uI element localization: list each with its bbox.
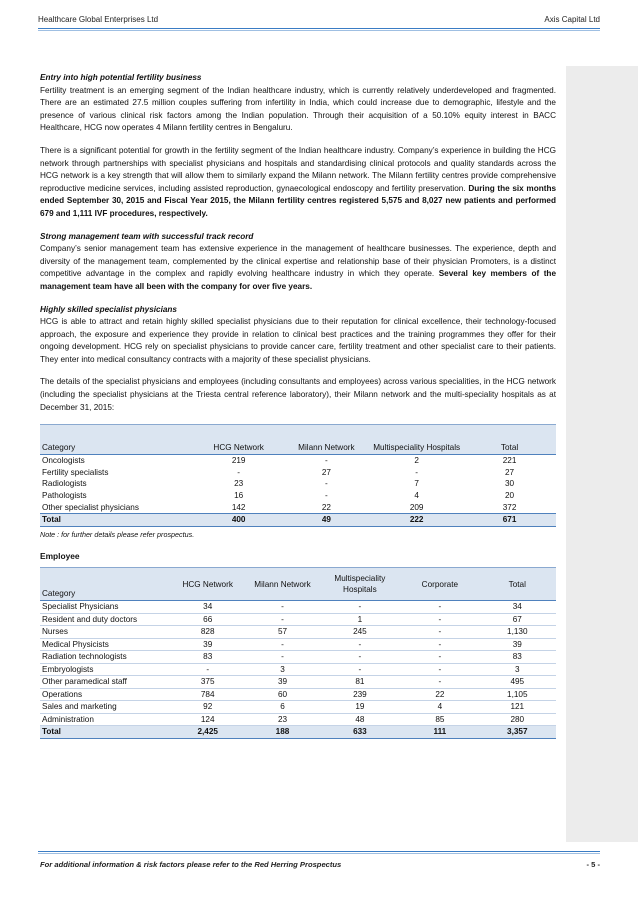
table2-cell: - bbox=[246, 651, 318, 664]
table2-row-label: Specialist Physicians bbox=[40, 601, 169, 614]
table1-cell: 20 bbox=[505, 491, 515, 501]
table1-total-hcg: 400 bbox=[195, 514, 283, 527]
header-rule-secondary bbox=[38, 30, 600, 31]
table1-row-label: Pathologists bbox=[42, 491, 87, 501]
table2-cell: 828 bbox=[169, 626, 246, 639]
fertility-p2-text: There is a significant potential for growth in the fertility segment of the Indian healthcare industry. Company’s experience in building the HCG network through partnerships with specialist physicians and hospitals and standardising clinical protocols and quality standards across the HCG network is a key strength that will allow them to similarly expand the Milann network. The Milann fertility centres provide comprehensive reproductive medicine services, including assisted reproduction, gynaecological endoscopy and fertility preservation. bbox=[40, 145, 556, 193]
table1-note: Note : for further details please refer prospectus. bbox=[40, 529, 195, 539]
table1-total-label: Total bbox=[40, 514, 195, 527]
table2-cell: - bbox=[401, 663, 478, 676]
table1-cell: - bbox=[415, 467, 419, 477]
table2-row-label: Embryologists bbox=[40, 663, 169, 676]
table1-cell: 23 bbox=[234, 479, 244, 489]
table1-header-hcg: HCG Network bbox=[195, 425, 283, 455]
table1-cell: 27 bbox=[321, 467, 331, 477]
employee-table-title: Employee bbox=[40, 551, 80, 562]
table2-cell: 85 bbox=[401, 713, 478, 726]
table2-cell: 1,105 bbox=[479, 688, 556, 701]
table1-cell: 22 bbox=[321, 502, 331, 512]
table2-header-milann: Milann Network bbox=[246, 568, 318, 601]
table2-cell: 81 bbox=[319, 676, 402, 689]
table1-row bbox=[40, 478, 556, 490]
table2-row-label: Medical Physicists bbox=[40, 638, 169, 651]
table2-row bbox=[40, 638, 556, 651]
table2-cell: - bbox=[319, 651, 402, 664]
table2-total-hcg: 2,425 bbox=[169, 726, 246, 739]
table1-total-multispeciality: 222 bbox=[370, 514, 463, 527]
table1-cell: - bbox=[325, 479, 328, 489]
table2-cell: 784 bbox=[169, 688, 246, 701]
table1-cell: 142 bbox=[231, 502, 246, 512]
table2-row bbox=[40, 613, 556, 626]
header-company: Healthcare Global Enterprises Ltd bbox=[38, 15, 159, 24]
table2-row bbox=[40, 713, 556, 726]
table2-header-category: Category bbox=[40, 568, 169, 601]
table1-cell: 2 bbox=[414, 456, 419, 466]
table1-total-total: 671 bbox=[463, 514, 556, 527]
table2-cell: - bbox=[246, 613, 318, 626]
footer-rule-secondary bbox=[38, 853, 600, 854]
table2-cell: 23 bbox=[246, 713, 318, 726]
table2-cell: - bbox=[246, 638, 318, 651]
table1-row-label: Fertility specialists bbox=[42, 467, 109, 477]
table1-header-milann: Milann Network bbox=[283, 425, 371, 455]
table2-cell: 1,130 bbox=[479, 626, 556, 639]
table1-header-multispeciality: Multispeciality Hospitals bbox=[370, 425, 463, 455]
table2-cell: 19 bbox=[319, 701, 402, 714]
table1-total-row bbox=[40, 514, 556, 527]
side-panel bbox=[566, 66, 638, 842]
table1-cell: 30 bbox=[505, 479, 515, 489]
table2-total-milann: 188 bbox=[246, 726, 318, 739]
management-p1-text: Company’s senior management team has extensive experience in the management of healthcare businesses. The experience, depth and diversity of the management team, complemented by the clinical expertise and relationship base of their physician Promoters, is a distinct competitive advantage in the complex and rapidly evolving healthcare industry in which they operate. bbox=[40, 244, 556, 279]
table2-cell: - bbox=[401, 638, 478, 651]
table2-header-multispeciality: Multispeciality Hospitals bbox=[319, 568, 402, 601]
table1-row bbox=[40, 490, 556, 502]
table2-row-label: Administration bbox=[40, 713, 169, 726]
table1-cell: 221 bbox=[502, 456, 517, 466]
table2-cell: 92 bbox=[169, 701, 246, 714]
table2-cell: - bbox=[319, 663, 402, 676]
main-content bbox=[40, 72, 556, 739]
table2-cell: 48 bbox=[319, 713, 402, 726]
table2-cell: 6 bbox=[246, 701, 318, 714]
table2-cell: 39 bbox=[169, 638, 246, 651]
table2-cell: 3 bbox=[246, 663, 318, 676]
table1-cell: 16 bbox=[234, 491, 244, 501]
fertility-p2-bold: During the six months ended September 30, 2015 and Fiscal Year 2015, the Milann fertility centres registered 5,575 and 8,027 new patients and performed 679 and 1,111 IVF procedures, respectively. bbox=[40, 183, 556, 218]
table1-cell: 4 bbox=[414, 491, 419, 501]
table2-header-corporate: Corporate bbox=[401, 568, 478, 601]
table2-cell: 22 bbox=[401, 688, 478, 701]
table2-row-label: Operations bbox=[40, 688, 169, 701]
section-title-physicians: Highly skilled specialist physicians bbox=[40, 304, 177, 314]
table2-cell: 121 bbox=[479, 701, 556, 714]
table1-row-label: Oncologists bbox=[42, 456, 85, 466]
table2-cell: 245 bbox=[319, 626, 402, 639]
table2-cell: - bbox=[401, 651, 478, 664]
table2-header-row bbox=[40, 568, 556, 601]
table2-cell: 66 bbox=[169, 613, 246, 626]
table1-cell: 372 bbox=[502, 502, 517, 512]
specialist-physicians-table bbox=[40, 424, 556, 527]
table1-cell: 209 bbox=[409, 502, 424, 512]
table2-cell: 83 bbox=[169, 651, 246, 664]
table1-cell: - bbox=[325, 456, 328, 466]
table1-row-label: Radiologists bbox=[42, 479, 87, 489]
table2-cell: 239 bbox=[319, 688, 402, 701]
table2-cell: 57 bbox=[246, 626, 318, 639]
table2-cell: 4 bbox=[401, 701, 478, 714]
table2-row bbox=[40, 626, 556, 639]
table2-cell: 39 bbox=[246, 676, 318, 689]
table2-total-total: 3,357 bbox=[479, 726, 556, 739]
table2-row-label: Sales and marketing bbox=[40, 701, 169, 714]
table1-row bbox=[40, 502, 556, 514]
physicians-paragraph-2: The details of the specialist physicians and employees (including consultants and employees) across various specialities, in the HCG network (including the specialist physicians at the Triesta central reference laboratory), their Milann network and the multi-speciality hospitals as at December 31, 2015: bbox=[40, 377, 556, 412]
table1-row bbox=[40, 467, 556, 479]
table2-cell: 39 bbox=[479, 638, 556, 651]
table2-cell: 124 bbox=[169, 713, 246, 726]
table2-body bbox=[40, 601, 556, 726]
table2-cell: - bbox=[319, 601, 402, 614]
table2-cell: 83 bbox=[479, 651, 556, 664]
table2-cell: 375 bbox=[169, 676, 246, 689]
table2-cell: - bbox=[246, 601, 318, 614]
table2-cell: 280 bbox=[479, 713, 556, 726]
table2-cell: - bbox=[169, 663, 246, 676]
fertility-paragraph-2 bbox=[40, 145, 556, 221]
header-rule bbox=[38, 28, 600, 29]
table2-cell: 60 bbox=[246, 688, 318, 701]
table2-row bbox=[40, 651, 556, 664]
page-number: - 5 - bbox=[586, 860, 600, 869]
table2-cell: - bbox=[401, 601, 478, 614]
table1-cell: 27 bbox=[505, 467, 515, 477]
table1-row-label: Other specialist physicians bbox=[42, 502, 139, 512]
table2-row bbox=[40, 688, 556, 701]
table2-row-label: Nurses bbox=[40, 626, 169, 639]
section-title-management: Strong management team with successful track record bbox=[40, 231, 254, 241]
table1-cell: 7 bbox=[414, 479, 419, 489]
table2-cell: 34 bbox=[479, 601, 556, 614]
employee-table bbox=[40, 567, 556, 739]
table1-total-milann: 49 bbox=[283, 514, 371, 527]
table2-row bbox=[40, 676, 556, 689]
table2-total-multispeciality: 633 bbox=[319, 726, 402, 739]
physicians-paragraph-1: HCG is able to attract and retain highly skilled specialist physicians due to their reputation for clinical excellence, their technology-focused approach, the exposure and experience they provide in relation to clinical best practices and the training programmes they offer for their ongoing development. HCG rely on specialist physicians to provide cancer care, fertility treatment and other specialist care to their patients. They enter into medical consultancy contracts with a majority of these specialist physicians. bbox=[40, 317, 556, 364]
table2-header-total: Total bbox=[479, 568, 556, 601]
table2-cell: 495 bbox=[479, 676, 556, 689]
table2-row bbox=[40, 663, 556, 676]
table2-cell: 3 bbox=[479, 663, 556, 676]
section-title-fertility: Entry into high potential fertility business bbox=[40, 73, 202, 82]
table2-cell: 1 bbox=[319, 613, 402, 626]
table2-cell: - bbox=[401, 676, 478, 689]
table2-row-label: Radiation technologists bbox=[40, 651, 169, 664]
table2-row bbox=[40, 601, 556, 614]
table1-header-row bbox=[40, 425, 556, 455]
table1-cell: - bbox=[237, 467, 241, 477]
table1-cell: 219 bbox=[231, 456, 246, 466]
table2-cell: - bbox=[401, 626, 478, 639]
header-broker: Axis Capital Ltd bbox=[544, 15, 600, 24]
table2-total-row bbox=[40, 726, 556, 739]
table2-total-label: Total bbox=[40, 726, 169, 739]
table2-cell: - bbox=[319, 638, 402, 651]
table2-cell: 34 bbox=[169, 601, 246, 614]
table1-body bbox=[40, 455, 556, 514]
fertility-paragraph-1: Fertility treatment is an emerging segment of the Indian healthcare industry, which is currently relatively underdeveloped and fragmented. There are an estimated 27.5 million couples suffering from infertility in India, which could increase due to demographic, lifestyle and the presence of various clinical risk factors among the Indian population. Through their acquisition of a 50.10% equity interest in BACC Healthcare, HCG now operates 4 Milann fertility centres in Bengaluru. bbox=[40, 85, 556, 133]
table2-row bbox=[40, 701, 556, 714]
footer-rule bbox=[38, 851, 600, 852]
table1-cell: - bbox=[325, 491, 328, 501]
table2-cell: - bbox=[401, 613, 478, 626]
table1-row bbox=[40, 455, 556, 467]
table1-header-category: Category bbox=[40, 425, 195, 455]
footer-disclaimer: For additional information & risk factors please refer to the Red Herring Prospectus bbox=[40, 860, 342, 869]
table2-total-corporate: 111 bbox=[401, 726, 478, 739]
table2-row-label: Other paramedical staff bbox=[40, 676, 169, 689]
table2-header-hcg: HCG Network bbox=[169, 568, 246, 601]
table2-cell: 67 bbox=[479, 613, 556, 626]
management-paragraph bbox=[40, 243, 556, 293]
table1-header-total: Total bbox=[463, 425, 556, 455]
management-p1-bold: Several key members of the management team have all been with the company for over five years. bbox=[40, 269, 556, 291]
table2-row-label: Resident and duty doctors bbox=[40, 613, 169, 626]
